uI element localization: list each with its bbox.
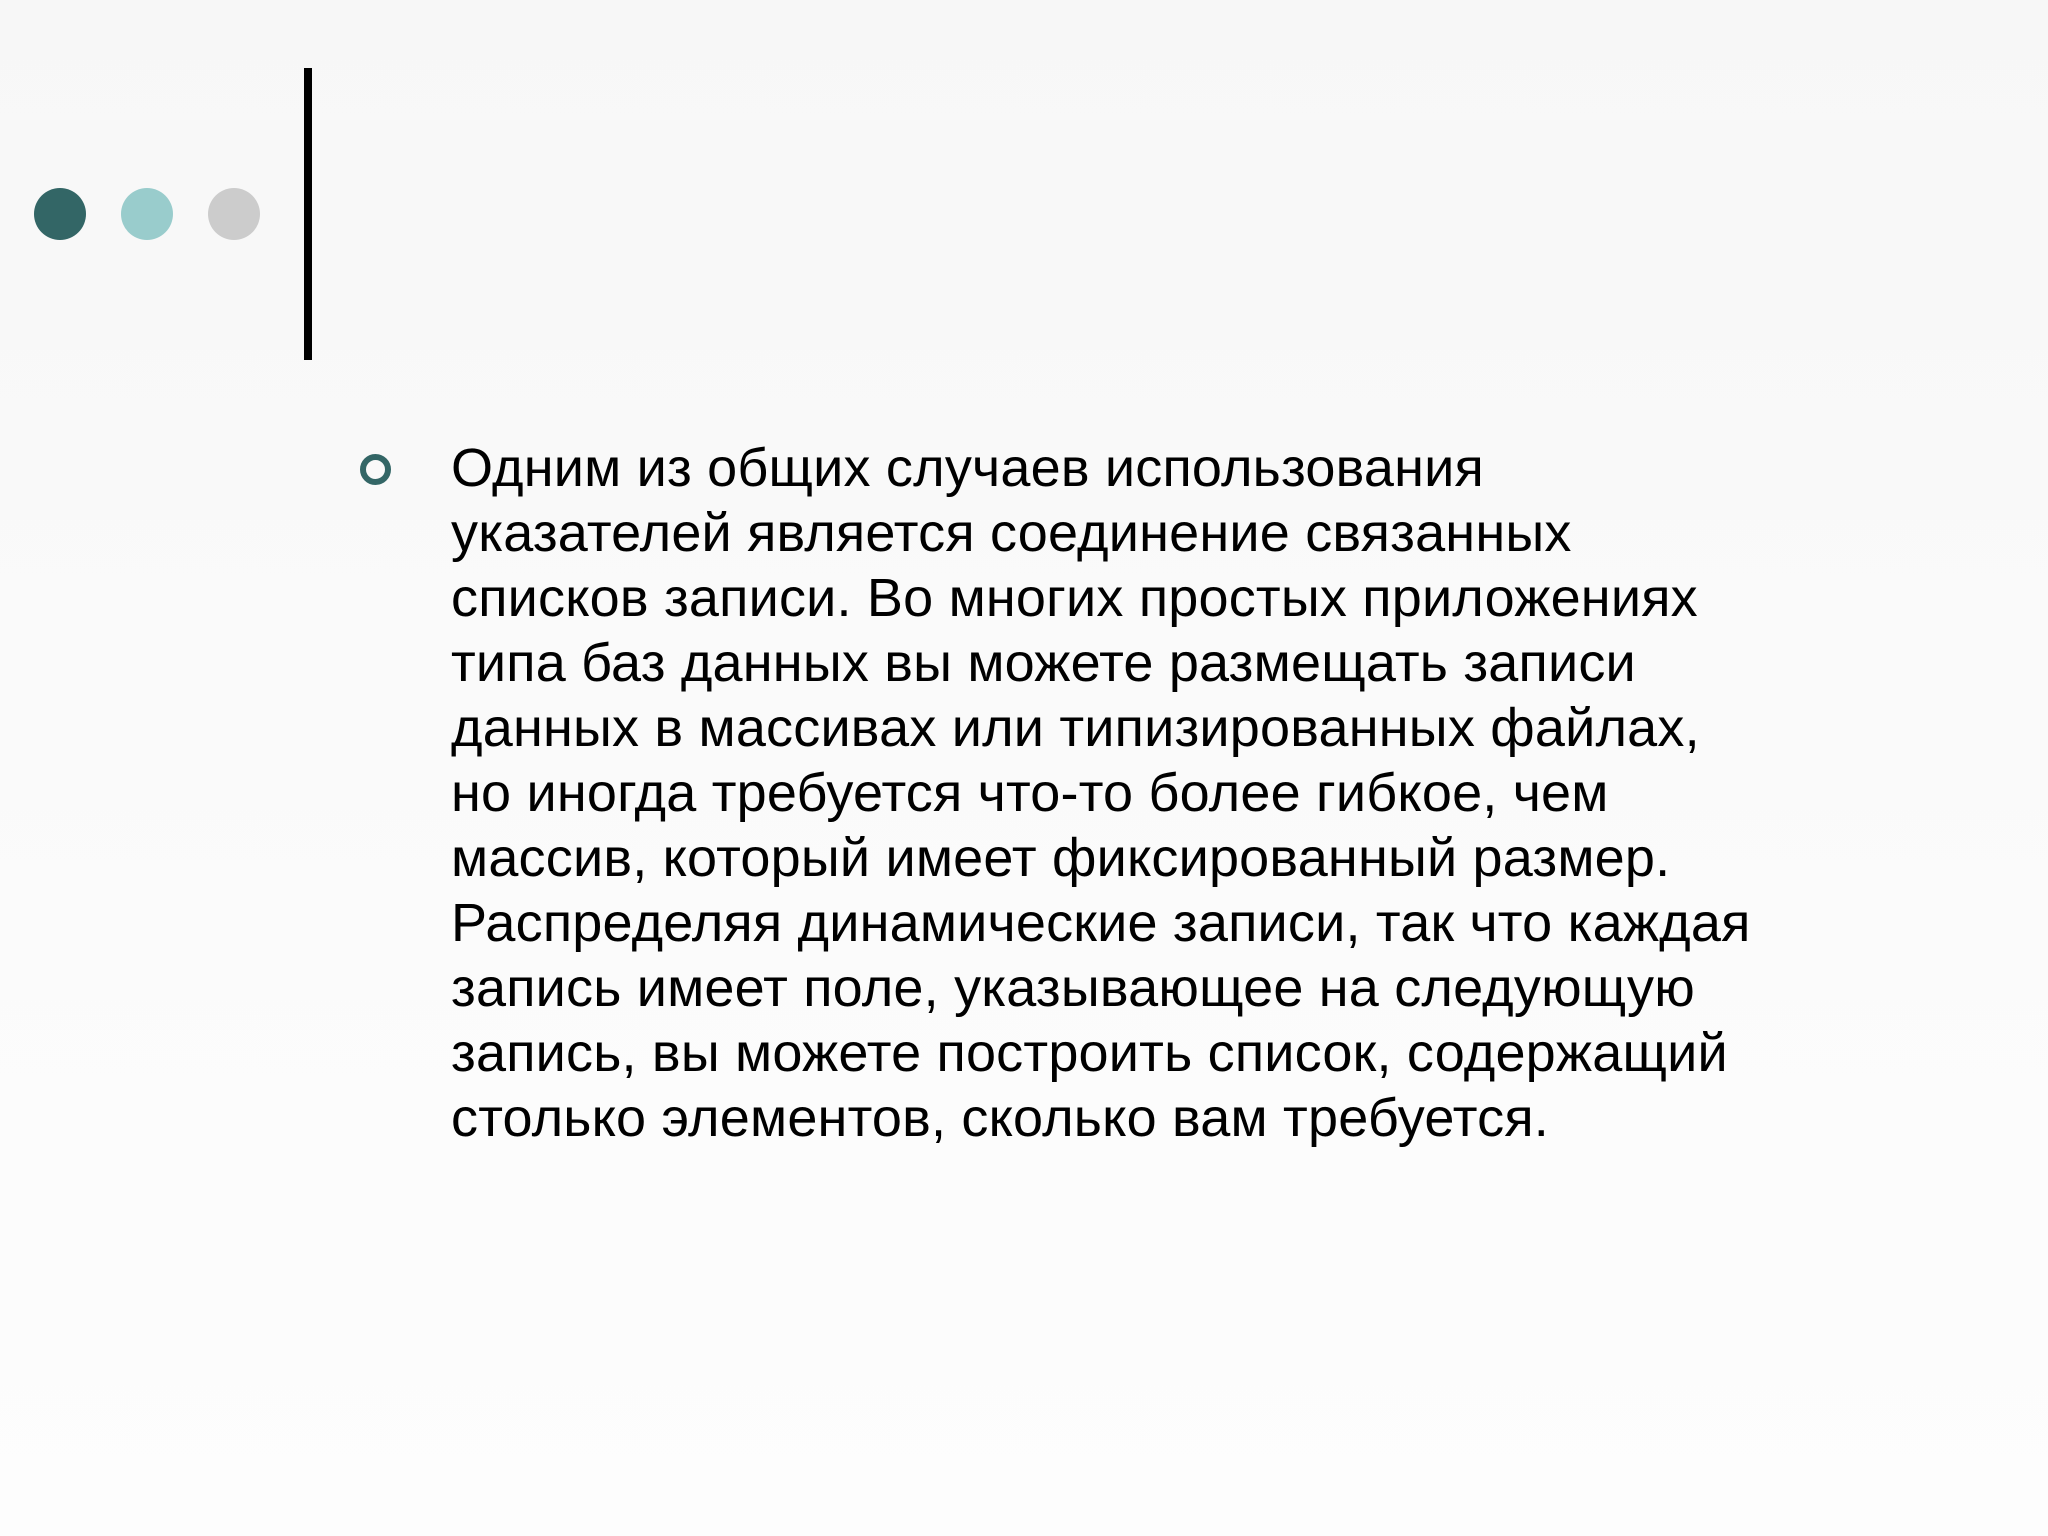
paragraph-line: указателей является соединение связанных — [451, 503, 1572, 563]
bullet-paragraph — [451, 436, 1920, 1151]
paragraph-line: типа баз данных вы можете размещать записи — [451, 633, 1636, 693]
paragraph-line: но иногда требуется что-то более гибкое, чем — [451, 763, 1609, 823]
paragraph-line: запись, вы можете построить список, содержащий — [451, 1023, 1728, 1083]
paragraph-line: запись имеет поле, указывающее на следующую — [451, 958, 1695, 1018]
gray-dot — [208, 188, 260, 240]
circle-bullet-icon — [360, 454, 391, 485]
paragraph-line: данных в массивах или типизированных файлах, — [451, 698, 1700, 758]
paragraph-line: Одним из общих случаев использования — [451, 438, 1484, 498]
bullet-item — [360, 436, 1920, 1151]
paragraph-line: массив, который имеет фиксированный размер. — [451, 828, 1671, 888]
slide-body — [360, 436, 1920, 1151]
light-teal-dot — [121, 188, 173, 240]
decorative-dots — [34, 188, 260, 240]
paragraph-line: Распределяя динамические записи, так что каждая — [451, 893, 1751, 953]
vertical-divider — [304, 68, 312, 360]
dark-teal-dot — [34, 188, 86, 240]
paragraph-line: списков записи. Во многих простых приложениях — [451, 568, 1698, 628]
paragraph-line: столько элементов, сколько вам требуется. — [451, 1088, 1549, 1148]
